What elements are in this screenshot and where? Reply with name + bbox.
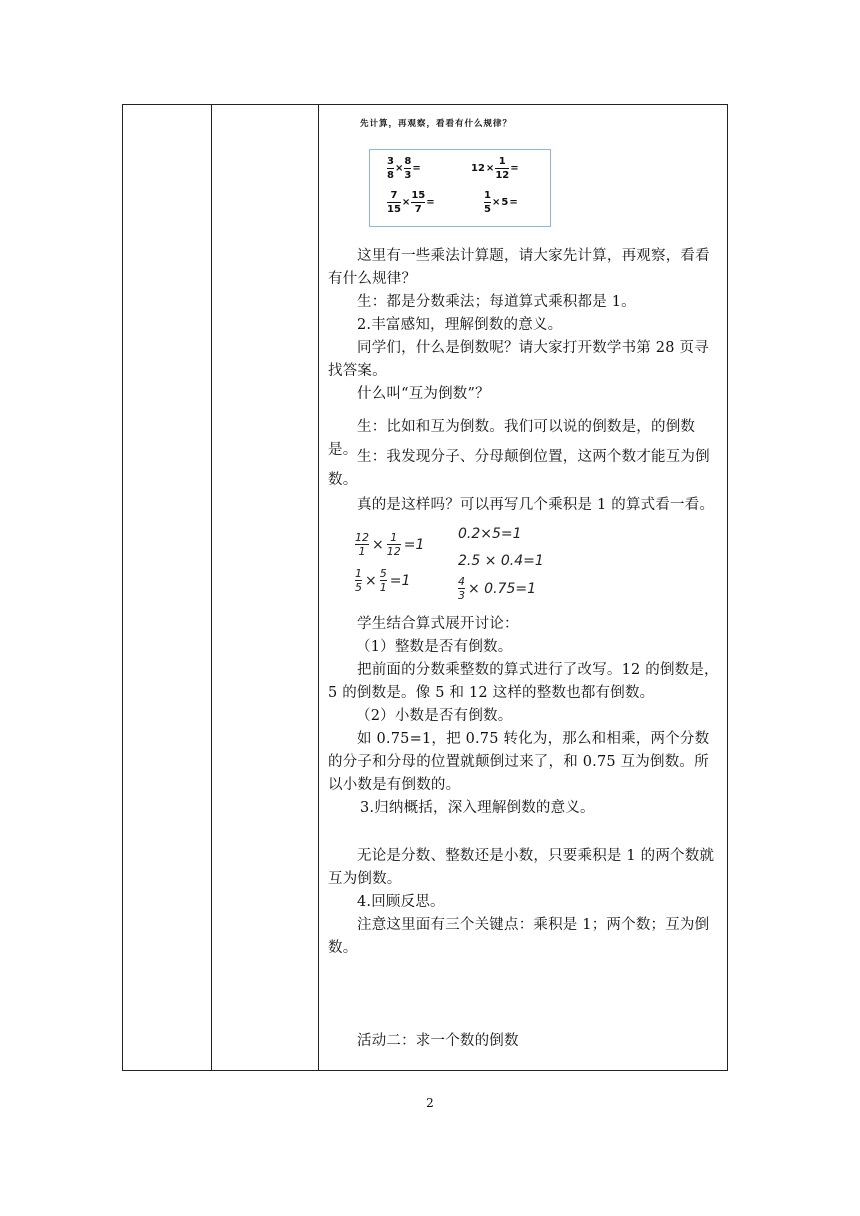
paragraph: 同学们，什么是倒数呢？请大家打开数学书第 28 页寻找答案。 <box>328 340 709 379</box>
paragraph: （2）小数是否有倒数。 <box>356 708 513 724</box>
expr-1-5-times-5: $\frac{1}{5}$ × 5 = <box>484 190 518 215</box>
activity-heading: 活动二：求一个数的倒数 <box>357 1033 519 1049</box>
figure-caption: 先计算，再观察，看看有什么规律？ <box>360 119 513 129</box>
paragraph: 4.回顾反思。 <box>357 894 445 910</box>
activity-two <box>328 1030 722 1053</box>
paragraph: 生：我发现分子、分母颠倒位置，这两个数才能互为倒数。 <box>328 449 710 488</box>
text-block-a <box>328 245 722 406</box>
expr-7-15-times-15-7: $\frac{7}{15}$ × $\frac{15}{7}$ = <box>387 190 435 215</box>
multiplication-exercise-figure <box>369 149 551 227</box>
page-number: 2 <box>426 1096 434 1110</box>
hw-12-1-times-1-12: $\frac{12}{1}$ × $\frac{1}{12}$ =1 <box>355 531 425 558</box>
paragraph: 如 0.75=1，把 0.75 转化为，那么和相乘，两个分数的分子和分母的位置就颠倒过来了，和 0.75 互为倒数。所以小数是有倒数的。 <box>328 731 710 793</box>
hw-4-3-times-0-75: $\frac{4}{3}$ × 0.75=1 <box>458 575 536 602</box>
text-block-f <box>328 845 722 960</box>
paragraph: 真的是这样吗？可以再写几个乘积是 1 的算式看一看。 <box>357 497 715 513</box>
paragraph: 什么叫“互为倒数”？ <box>357 386 490 402</box>
paragraph: 生：比如和互为倒数。我们可以说的倒数是，的倒数是。 <box>328 419 696 458</box>
paragraph: 这里有一些乘法计算题，请大家先计算，再观察，看看有什么规律？ <box>328 248 710 287</box>
text-block-e <box>328 613 722 820</box>
hw-2-5-times-0-4: 2.5 × 0.4=1 <box>458 553 544 569</box>
paragraph: 把前面的分数乘整数的算式进行了改写。12 的倒数是，5 的倒数是。像 5 和 12 这样的整数也都有倒数。 <box>328 662 719 701</box>
hw-1-5-times-5-1: $\frac{1}{5}$ × $\frac{5}{1}$ =1 <box>355 567 411 594</box>
hw-0-2-times-5: 0.2×5=1 <box>458 526 522 542</box>
paragraph: 2.丰富感知，理解倒数的意义。 <box>357 317 563 333</box>
paragraph: 生：都是分数乘法；每道算式乘积都是 1。 <box>357 294 636 310</box>
text-block-c <box>328 446 722 492</box>
column-divider-1 <box>211 105 212 1070</box>
column-divider-2 <box>318 105 319 1070</box>
expr-3-8-times-8-3: $\frac{3}{8}$ × $\frac{8}{3}$ = <box>387 156 421 181</box>
paragraph: 学生结合算式展开讨论： <box>357 616 519 632</box>
paragraph: 3.归纳概括，深入理解倒数的意义。 <box>360 800 595 816</box>
expr-12-times-1-12: 12 × $\frac{1}{12}$ = <box>471 156 519 181</box>
paragraph: 注意这里面有三个关键点：乘积是 1；两个数；互为倒数。 <box>328 917 710 956</box>
paragraph: （1）整数是否有倒数。 <box>356 639 513 655</box>
text-block-d <box>328 494 722 517</box>
paragraph: 无论是分数、整数还是小数，只要乘积是 1 的两个数就互为倒数。 <box>328 848 715 887</box>
